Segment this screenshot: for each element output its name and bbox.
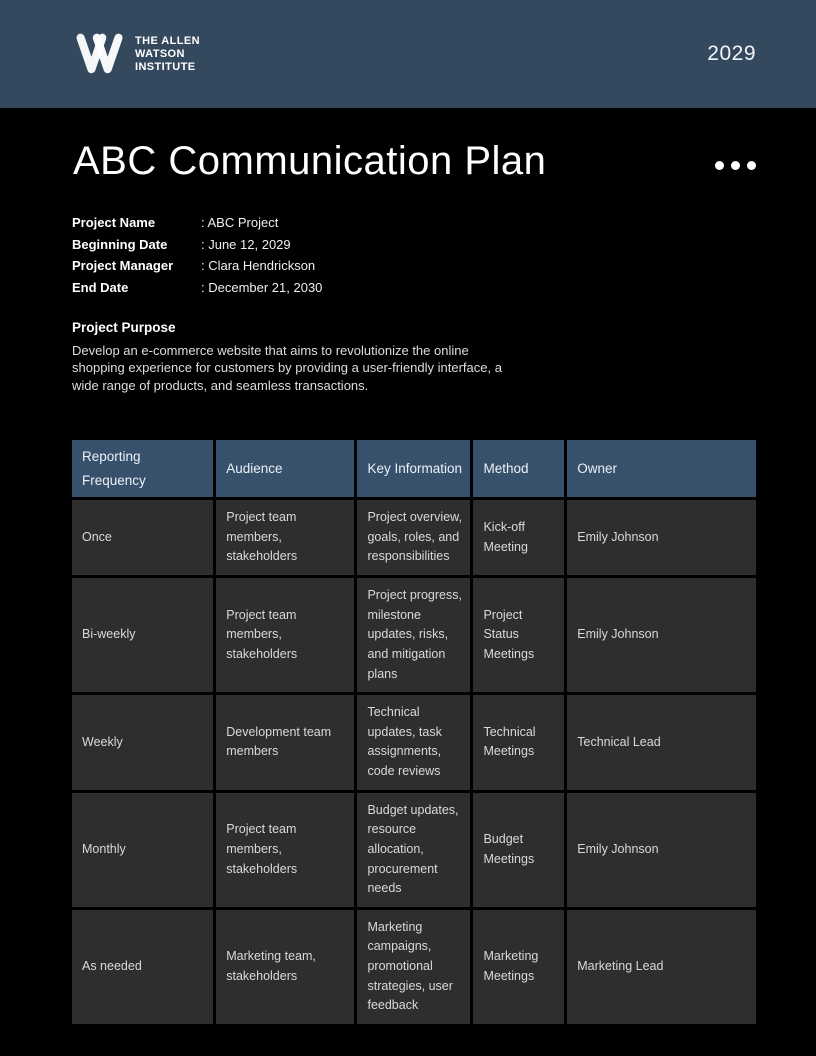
table-cell: Marketing Meetings: [473, 910, 564, 1024]
detail-value: : December 21, 2030: [201, 279, 323, 295]
column-header: Audience: [216, 440, 354, 497]
column-header: Key Information: [357, 440, 470, 497]
logo-w-icon: [73, 31, 125, 77]
detail-label: Project Name: [72, 215, 156, 230]
purpose-heading: Project Purpose: [72, 320, 176, 335]
logo-text: [135, 35, 200, 74]
table-cell: Project overview, goals, roles, and responsibilities: [357, 500, 470, 575]
table-cell: Marketing team, stakeholders: [216, 910, 354, 1024]
title-row: [72, 139, 756, 183]
table-cell: Weekly: [72, 695, 213, 790]
table-cell: Emily Johnson: [567, 500, 756, 575]
header-bar: [0, 0, 816, 108]
table-cell: Project Status Meetings: [473, 578, 564, 692]
table-header-row: [72, 440, 756, 497]
table-body: [72, 500, 756, 1024]
year-label: 2029: [707, 42, 756, 65]
table-cell: Project team members, stakeholders: [216, 500, 354, 575]
table-row: [72, 500, 756, 575]
table-cell: Budget updates, resource allocation, procurement needs: [357, 793, 470, 907]
detail-row: [72, 255, 756, 277]
project-purpose: [72, 320, 756, 394]
detail-value: : ABC Project: [201, 215, 279, 230]
table-cell: Project team members, stakeholders: [216, 793, 354, 907]
table-head: [72, 440, 756, 497]
logo-text-line: WATSON: [135, 47, 185, 60]
table-cell: As needed: [72, 910, 213, 1024]
table-cell: Emily Johnson: [567, 793, 756, 907]
table-cell: Emily Johnson: [567, 578, 756, 692]
menu-dot: [747, 161, 756, 170]
project-details: [72, 212, 756, 298]
table-cell: Technical updates, task assignments, code reviews: [357, 695, 470, 790]
table-row: [72, 910, 756, 1024]
detail-row: [72, 277, 756, 299]
menu-dot: [731, 161, 740, 170]
table-cell: Technical Lead: [567, 695, 756, 790]
column-header: Method: [473, 440, 564, 497]
table-cell: Marketing campaigns, promotional strategies, user feedback: [357, 910, 470, 1024]
document-body: [0, 139, 816, 1027]
ellipsis-menu-icon[interactable]: [715, 161, 756, 170]
detail-label: Beginning Date: [72, 236, 168, 252]
table-row: [72, 578, 756, 692]
table-cell: Budget Meetings: [473, 793, 564, 907]
menu-dot: [715, 161, 724, 170]
logo-text-line: THE ALLEN: [135, 34, 200, 47]
table-row: [72, 793, 756, 907]
table-cell: Technical Meetings: [473, 695, 564, 790]
table-cell: Project progress, milestone updates, risks, and mitigation plans: [357, 578, 470, 692]
communication-table: [69, 437, 759, 1027]
table-cell: Kick-off Meeting: [473, 500, 564, 575]
logo: [73, 31, 200, 77]
table-cell: Development team members: [216, 695, 354, 790]
column-header: Owner: [567, 440, 756, 497]
detail-value: : June 12, 2029: [201, 236, 291, 252]
detail-label: Project Manager: [72, 258, 174, 273]
detail-value: : Clara Hendrickson: [201, 258, 316, 273]
table-cell: Monthly: [72, 793, 213, 907]
table-cell: Once: [72, 500, 213, 575]
logo-text-line: INSTITUTE: [135, 60, 196, 73]
purpose-text: Develop an e-commerce website that aims to revolutionize the online shopping experience for customers by providing a user-friendly interface, a wide range of products, and seamless transactions.: [72, 343, 502, 393]
detail-label: End Date: [72, 279, 129, 295]
detail-row: [72, 234, 756, 256]
table-row: [72, 695, 756, 790]
column-header: Reporting Frequency: [72, 440, 213, 497]
page-title: ABC Communication Plan: [73, 139, 547, 183]
table-cell: Project team members, stakeholders: [216, 578, 354, 692]
table-cell: Bi-weekly: [72, 578, 213, 692]
table-cell: Marketing Lead: [567, 910, 756, 1024]
detail-row: [72, 212, 756, 234]
